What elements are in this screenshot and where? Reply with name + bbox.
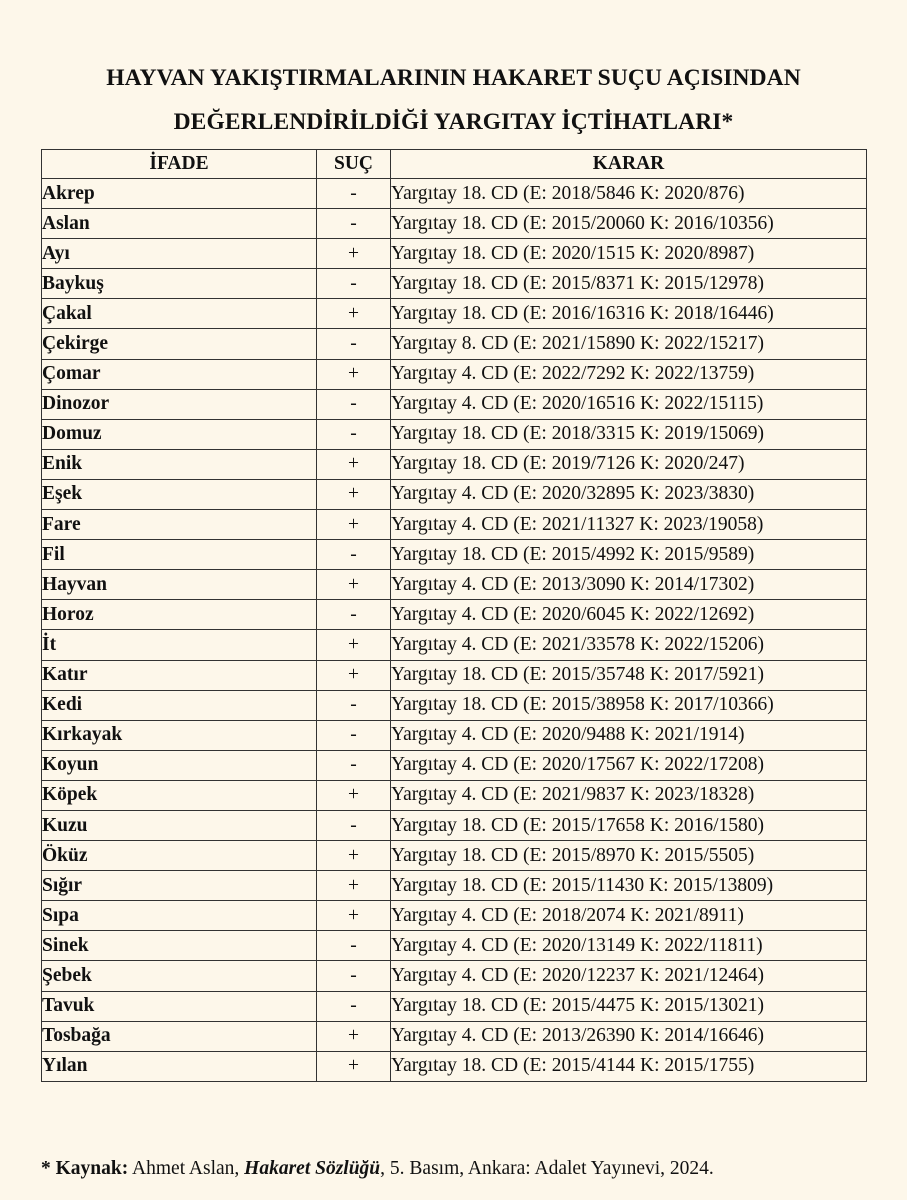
ifade-cell: Sıpa	[42, 901, 317, 931]
suc-cell: +	[317, 239, 391, 269]
ifade-cell: Aslan	[42, 209, 317, 239]
suc-cell: +	[317, 479, 391, 509]
table-row	[42, 479, 867, 509]
ifade-cell: Şebek	[42, 961, 317, 991]
suc-cell: +	[317, 1051, 391, 1081]
ifade-cell: Sinek	[42, 931, 317, 961]
karar-cell: Yargıtay 18. CD (E: 2018/5846 K: 2020/876)	[391, 179, 867, 209]
ifade-cell: Ayı	[42, 239, 317, 269]
table-row	[42, 750, 867, 780]
karar-cell: Yargıtay 8. CD (E: 2021/15890 K: 2022/15217)	[391, 329, 867, 359]
ifade-cell: Hayvan	[42, 570, 317, 600]
table-row	[42, 630, 867, 660]
karar-cell: Yargıtay 4. CD (E: 2021/33578 K: 2022/15206)	[391, 630, 867, 660]
karar-cell: Yargıtay 18. CD (E: 2015/4144 K: 2015/1755)	[391, 1051, 867, 1081]
karar-cell: Yargıtay 18. CD (E: 2015/35748 K: 2017/5921)	[391, 660, 867, 690]
karar-cell: Yargıtay 18. CD (E: 2015/4475 K: 2015/13021)	[391, 991, 867, 1021]
suc-cell: -	[317, 690, 391, 720]
table-row	[42, 931, 867, 961]
suc-cell: -	[317, 329, 391, 359]
table-row	[42, 991, 867, 1021]
table-row	[42, 961, 867, 991]
karar-cell: Yargıtay 18. CD (E: 2015/8970 K: 2015/5505)	[391, 841, 867, 871]
karar-cell: Yargıtay 18. CD (E: 2020/1515 K: 2020/8987)	[391, 239, 867, 269]
suc-cell: +	[317, 449, 391, 479]
suc-cell: -	[317, 991, 391, 1021]
table-row	[42, 419, 867, 449]
karar-cell: Yargıtay 18. CD (E: 2015/11430 K: 2015/13809)	[391, 871, 867, 901]
suc-cell: -	[317, 810, 391, 840]
ifade-cell: Enik	[42, 449, 317, 479]
header-suc: SUÇ	[317, 150, 391, 179]
table-row	[42, 1021, 867, 1051]
table-row	[42, 810, 867, 840]
karar-cell: Yargıtay 18. CD (E: 2016/16316 K: 2018/16446)	[391, 299, 867, 329]
ifade-cell: Domuz	[42, 419, 317, 449]
footnote-label: * Kaynak:	[41, 1158, 129, 1179]
footnote-author: Ahmet Aslan,	[128, 1158, 245, 1179]
title-line-2: DEĞERLENDİRİLDİĞİ YARGITAY İÇTİHATLARI*	[173, 109, 734, 135]
rulings-table	[41, 149, 867, 1082]
karar-cell: Yargıtay 4. CD (E: 2021/11327 K: 2023/19058)	[391, 510, 867, 540]
title-line-1: HAYVAN YAKIŞTIRMALARININ HAKARET SUÇU AÇISINDAN	[106, 65, 801, 91]
suc-cell: -	[317, 419, 391, 449]
footnote-publication: , 5. Basım, Ankara: Adalet Yayınevi, 2024.	[380, 1158, 714, 1179]
table-row	[42, 871, 867, 901]
karar-cell: Yargıtay 4. CD (E: 2022/7292 K: 2022/13759)	[391, 359, 867, 389]
table-row	[42, 901, 867, 931]
ifade-cell: Yılan	[42, 1051, 317, 1081]
suc-cell: +	[317, 359, 391, 389]
suc-cell: -	[317, 269, 391, 299]
karar-cell: Yargıtay 4. CD (E: 2020/17567 K: 2022/17208)	[391, 750, 867, 780]
ifade-cell: Öküz	[42, 841, 317, 871]
table-row	[42, 269, 867, 299]
suc-cell: -	[317, 931, 391, 961]
table-row	[42, 570, 867, 600]
suc-cell: +	[317, 630, 391, 660]
karar-cell: Yargıtay 18. CD (E: 2015/4992 K: 2015/9589)	[391, 540, 867, 570]
ifade-cell: Katır	[42, 660, 317, 690]
ifade-cell: Horoz	[42, 600, 317, 630]
page-title	[0, 56, 907, 144]
ifade-cell: Köpek	[42, 780, 317, 810]
ifade-cell: İt	[42, 630, 317, 660]
suc-cell: -	[317, 540, 391, 570]
ifade-cell: Fare	[42, 510, 317, 540]
source-footnote	[41, 1158, 714, 1180]
ifade-cell: Koyun	[42, 750, 317, 780]
table-row	[42, 510, 867, 540]
suc-cell: -	[317, 209, 391, 239]
ifade-cell: Kedi	[42, 690, 317, 720]
karar-cell: Yargıtay 4. CD (E: 2020/6045 K: 2022/12692)	[391, 600, 867, 630]
header-karar: KARAR	[391, 150, 867, 179]
table-row	[42, 449, 867, 479]
karar-cell: Yargıtay 4. CD (E: 2013/26390 K: 2014/16646)	[391, 1021, 867, 1051]
karar-cell: Yargıtay 4. CD (E: 2021/9837 K: 2023/18328)	[391, 780, 867, 810]
karar-cell: Yargıtay 18. CD (E: 2015/20060 K: 2016/10356)	[391, 209, 867, 239]
table-body	[42, 179, 867, 1082]
ifade-cell: Kuzu	[42, 810, 317, 840]
karar-cell: Yargıtay 4. CD (E: 2020/16516 K: 2022/15115)	[391, 389, 867, 419]
table-row	[42, 209, 867, 239]
karar-cell: Yargıtay 18. CD (E: 2015/17658 K: 2016/1580)	[391, 810, 867, 840]
ifade-cell: Tavuk	[42, 991, 317, 1021]
ifade-cell: Akrep	[42, 179, 317, 209]
ifade-cell: Baykuş	[42, 269, 317, 299]
suc-cell: -	[317, 389, 391, 419]
suc-cell: +	[317, 1021, 391, 1051]
table-row	[42, 359, 867, 389]
karar-cell: Yargıtay 18. CD (E: 2015/8371 K: 2015/12978)	[391, 269, 867, 299]
ifade-cell: Çakal	[42, 299, 317, 329]
table-row	[42, 780, 867, 810]
header-ifade: İFADE	[42, 150, 317, 179]
karar-cell: Yargıtay 4. CD (E: 2020/13149 K: 2022/11811)	[391, 931, 867, 961]
karar-cell: Yargıtay 4. CD (E: 2013/3090 K: 2014/17302)	[391, 570, 867, 600]
karar-cell: Yargıtay 4. CD (E: 2020/9488 K: 2021/1914)	[391, 720, 867, 750]
ifade-cell: Kırkayak	[42, 720, 317, 750]
ifade-cell: Eşek	[42, 479, 317, 509]
ifade-cell: Çomar	[42, 359, 317, 389]
ifade-cell: Çekirge	[42, 329, 317, 359]
table-row	[42, 600, 867, 630]
suc-cell: +	[317, 841, 391, 871]
table-row	[42, 389, 867, 419]
karar-cell: Yargıtay 18. CD (E: 2018/3315 K: 2019/15069)	[391, 419, 867, 449]
suc-cell: +	[317, 660, 391, 690]
ifade-cell: Tosbağa	[42, 1021, 317, 1051]
karar-cell: Yargıtay 4. CD (E: 2020/12237 K: 2021/12464)	[391, 961, 867, 991]
table-row	[42, 179, 867, 209]
ifade-cell: Fil	[42, 540, 317, 570]
table-row	[42, 299, 867, 329]
suc-cell: +	[317, 780, 391, 810]
suc-cell: +	[317, 901, 391, 931]
table-row	[42, 690, 867, 720]
suc-cell: -	[317, 750, 391, 780]
suc-cell: +	[317, 299, 391, 329]
table-row	[42, 1051, 867, 1081]
suc-cell: -	[317, 720, 391, 750]
table-row	[42, 660, 867, 690]
table-header-row	[42, 150, 867, 179]
table-row	[42, 329, 867, 359]
suc-cell: -	[317, 179, 391, 209]
table-row	[42, 720, 867, 750]
karar-cell: Yargıtay 4. CD (E: 2020/32895 K: 2023/3830)	[391, 479, 867, 509]
suc-cell: +	[317, 871, 391, 901]
table-row	[42, 239, 867, 269]
ifade-cell: Dinozor	[42, 389, 317, 419]
footnote-book-title: Hakaret Sözlüğü	[244, 1158, 381, 1179]
karar-cell: Yargıtay 18. CD (E: 2015/38958 K: 2017/10366)	[391, 690, 867, 720]
suc-cell: -	[317, 961, 391, 991]
table-row	[42, 540, 867, 570]
karar-cell: Yargıtay 4. CD (E: 2018/2074 K: 2021/8911)	[391, 901, 867, 931]
karar-cell: Yargıtay 18. CD (E: 2019/7126 K: 2020/247)	[391, 449, 867, 479]
table-row	[42, 841, 867, 871]
suc-cell: -	[317, 600, 391, 630]
ifade-cell: Sığır	[42, 871, 317, 901]
suc-cell: +	[317, 510, 391, 540]
suc-cell: +	[317, 570, 391, 600]
